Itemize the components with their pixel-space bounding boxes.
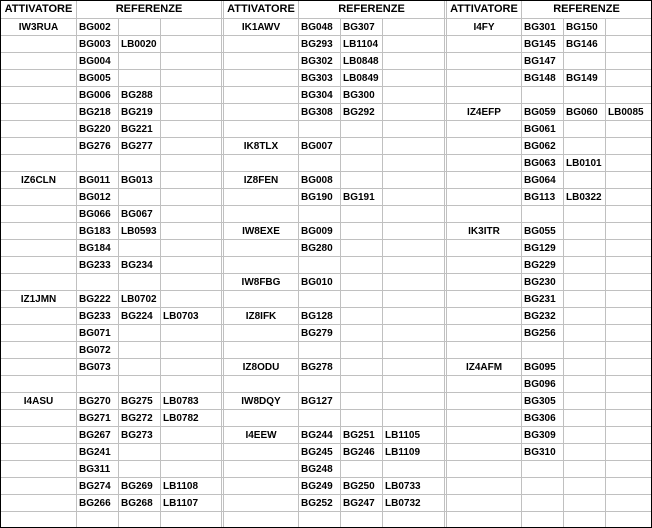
reference-code: BG248 — [301, 464, 333, 475]
reference-code: BG309 — [524, 430, 556, 441]
reference-code: LB1109 — [385, 447, 421, 458]
activator-callsign: IW8FBG — [241, 277, 281, 288]
reference-code: BG183 — [79, 226, 111, 237]
reference-code: BG234 — [121, 260, 153, 271]
reference-code: LB0085 — [608, 107, 644, 118]
reference-code: BG241 — [79, 447, 111, 458]
reference-code: BG073 — [79, 362, 111, 373]
reference-code: BG230 — [524, 277, 556, 288]
reference-code: BG311 — [79, 464, 111, 475]
reference-code: BG048 — [301, 22, 333, 33]
reference-code: BG149 — [566, 73, 598, 84]
reference-code: BG221 — [121, 124, 153, 135]
reference-code: BG055 — [524, 226, 556, 237]
reference-code: LB0782 — [163, 413, 199, 424]
reference-code: BG246 — [343, 447, 375, 458]
reference-code: BG128 — [301, 311, 333, 322]
reference-code: LB1107 — [163, 498, 199, 509]
reference-code: BG064 — [524, 175, 556, 186]
activator-callsign: IZ4EFP — [467, 107, 501, 118]
activator-callsign: IW3RUA — [18, 22, 59, 33]
reference-code: BG008 — [301, 175, 333, 186]
references-header: REFERENZE — [553, 3, 620, 15]
reference-code: BG006 — [79, 90, 111, 101]
reference-code: BG245 — [301, 447, 333, 458]
reference-code: BG147 — [524, 56, 556, 67]
reference-code: BG231 — [524, 294, 556, 305]
reference-code: BG222 — [79, 294, 111, 305]
reference-code: BG095 — [524, 362, 556, 373]
reference-code: BG302 — [301, 56, 333, 67]
reference-code: BG059 — [524, 107, 556, 118]
reference-code: BG072 — [79, 345, 111, 356]
reference-code: BG271 — [79, 413, 111, 424]
reference-code: BG220 — [79, 124, 111, 135]
activator-callsign: I4FY — [473, 22, 495, 33]
reference-code: BG305 — [524, 396, 556, 407]
reference-code: LB0020 — [121, 39, 157, 50]
reference-code: BG113 — [524, 192, 556, 203]
reference-code: LB1105 — [385, 430, 421, 441]
reference-code: BG307 — [343, 22, 375, 33]
reference-code: BG277 — [121, 141, 153, 152]
reference-code: LB1108 — [163, 481, 199, 492]
reference-code: BG013 — [121, 175, 153, 186]
reference-code: BG129 — [524, 243, 556, 254]
reference-code: BG012 — [79, 192, 111, 203]
references-header: REFERENZE — [115, 3, 183, 15]
activator-header: ATTIVATORE — [227, 3, 295, 15]
reference-code: BG310 — [524, 447, 556, 458]
reference-code: LB0702 — [121, 294, 157, 305]
reference-code: BG229 — [524, 260, 556, 271]
activator-callsign: IK1AWV — [241, 22, 281, 33]
reference-code: LB0703 — [163, 311, 199, 322]
reference-code: BG247 — [343, 498, 375, 509]
reference-code: BG276 — [79, 141, 111, 152]
reference-code: BG293 — [301, 39, 333, 50]
references-header: REFERENZE — [338, 3, 405, 15]
reference-code: BG303 — [301, 73, 333, 84]
reference-code: BG218 — [79, 107, 111, 118]
activator-callsign: I4ASU — [23, 396, 54, 407]
reference-code: BG148 — [524, 73, 556, 84]
reference-code: BG061 — [524, 124, 556, 135]
activator-callsign: I4EEW — [245, 430, 277, 441]
reference-code: BG304 — [301, 90, 333, 101]
reference-code: BG278 — [301, 362, 333, 373]
reference-code: BG292 — [343, 107, 375, 118]
reference-code: LB0849 — [343, 73, 379, 84]
activator-callsign: IZ8ODU — [242, 362, 280, 373]
reference-code: BG071 — [79, 328, 111, 339]
reference-code: BG300 — [343, 90, 375, 101]
reference-code: LB0101 — [566, 158, 602, 169]
reference-code: BG267 — [79, 430, 111, 441]
reference-code: LB0593 — [121, 226, 157, 237]
reference-code: BG279 — [301, 328, 333, 339]
reference-code: BG062 — [524, 141, 556, 152]
reference-code: BG273 — [121, 430, 153, 441]
activator-callsign: IW8EXE — [242, 226, 280, 237]
reference-code: BG003 — [79, 39, 111, 50]
reference-code: LB0732 — [385, 498, 421, 509]
reference-code: BG066 — [79, 209, 111, 220]
activator-callsign: IZ4AFM — [465, 362, 503, 373]
activator-callsign: IZ8FEN — [243, 175, 279, 186]
reference-code: LB0322 — [566, 192, 602, 203]
activator-header: ATTIVATORE — [4, 3, 73, 15]
reference-code: LB0848 — [343, 56, 379, 67]
reference-code: BG288 — [121, 90, 153, 101]
reference-code: BG269 — [121, 481, 153, 492]
reference-code: BG256 — [524, 328, 556, 339]
reference-code: LB0733 — [385, 481, 421, 492]
reference-code: BG067 — [121, 209, 153, 220]
reference-code: BG127 — [301, 396, 333, 407]
activator-callsign: IZ6CLN — [21, 175, 56, 186]
reference-code: BG272 — [121, 413, 153, 424]
reference-code: BG150 — [566, 22, 598, 33]
reference-code: BG002 — [79, 22, 111, 33]
reference-code: BG268 — [121, 498, 153, 509]
reference-code: BG005 — [79, 73, 111, 84]
activator-callsign: IZ1JMN — [20, 294, 57, 305]
reference-code: BG009 — [301, 226, 333, 237]
reference-code: BG004 — [79, 56, 111, 67]
reference-code: BG308 — [301, 107, 333, 118]
reference-code: BG251 — [343, 430, 375, 441]
reference-code: BG270 — [79, 396, 111, 407]
activator-callsign: IW8DQY — [241, 396, 281, 407]
reference-code: BG191 — [343, 192, 375, 203]
reference-code: BG280 — [301, 243, 333, 254]
reference-code: BG184 — [79, 243, 111, 254]
reference-code: BG232 — [524, 311, 556, 322]
reference-code: BG233 — [79, 260, 111, 271]
reference-code: BG244 — [301, 430, 333, 441]
reference-code: BG146 — [566, 39, 598, 50]
reference-code: BG306 — [524, 413, 556, 424]
reference-code: BG274 — [79, 481, 111, 492]
activator-header: ATTIVATORE — [450, 3, 518, 15]
reference-code: BG010 — [301, 277, 333, 288]
reference-code: BG252 — [301, 498, 333, 509]
reference-code: BG233 — [79, 311, 111, 322]
activator-callsign: IK3ITR — [468, 226, 500, 237]
reference-code: BG266 — [79, 498, 111, 509]
reference-code: BG224 — [121, 311, 153, 322]
reference-code: BG250 — [343, 481, 375, 492]
reference-code: BG007 — [301, 141, 333, 152]
reference-code: BG063 — [524, 158, 556, 169]
reference-code: BG096 — [524, 379, 556, 390]
reference-code: BG275 — [121, 396, 153, 407]
reference-code: BG011 — [79, 175, 111, 186]
reference-code: LB1104 — [343, 39, 379, 50]
reference-code: BG219 — [121, 107, 153, 118]
reference-code: BG190 — [301, 192, 333, 203]
reference-code: LB0783 — [163, 396, 199, 407]
reference-code: BG060 — [566, 107, 598, 118]
reference-code: BG145 — [524, 39, 556, 50]
activator-callsign: IK8TLX — [243, 141, 279, 152]
activator-callsign: IZ8IFK — [245, 311, 277, 322]
reference-code: BG249 — [301, 481, 333, 492]
reference-code: BG301 — [524, 22, 556, 33]
